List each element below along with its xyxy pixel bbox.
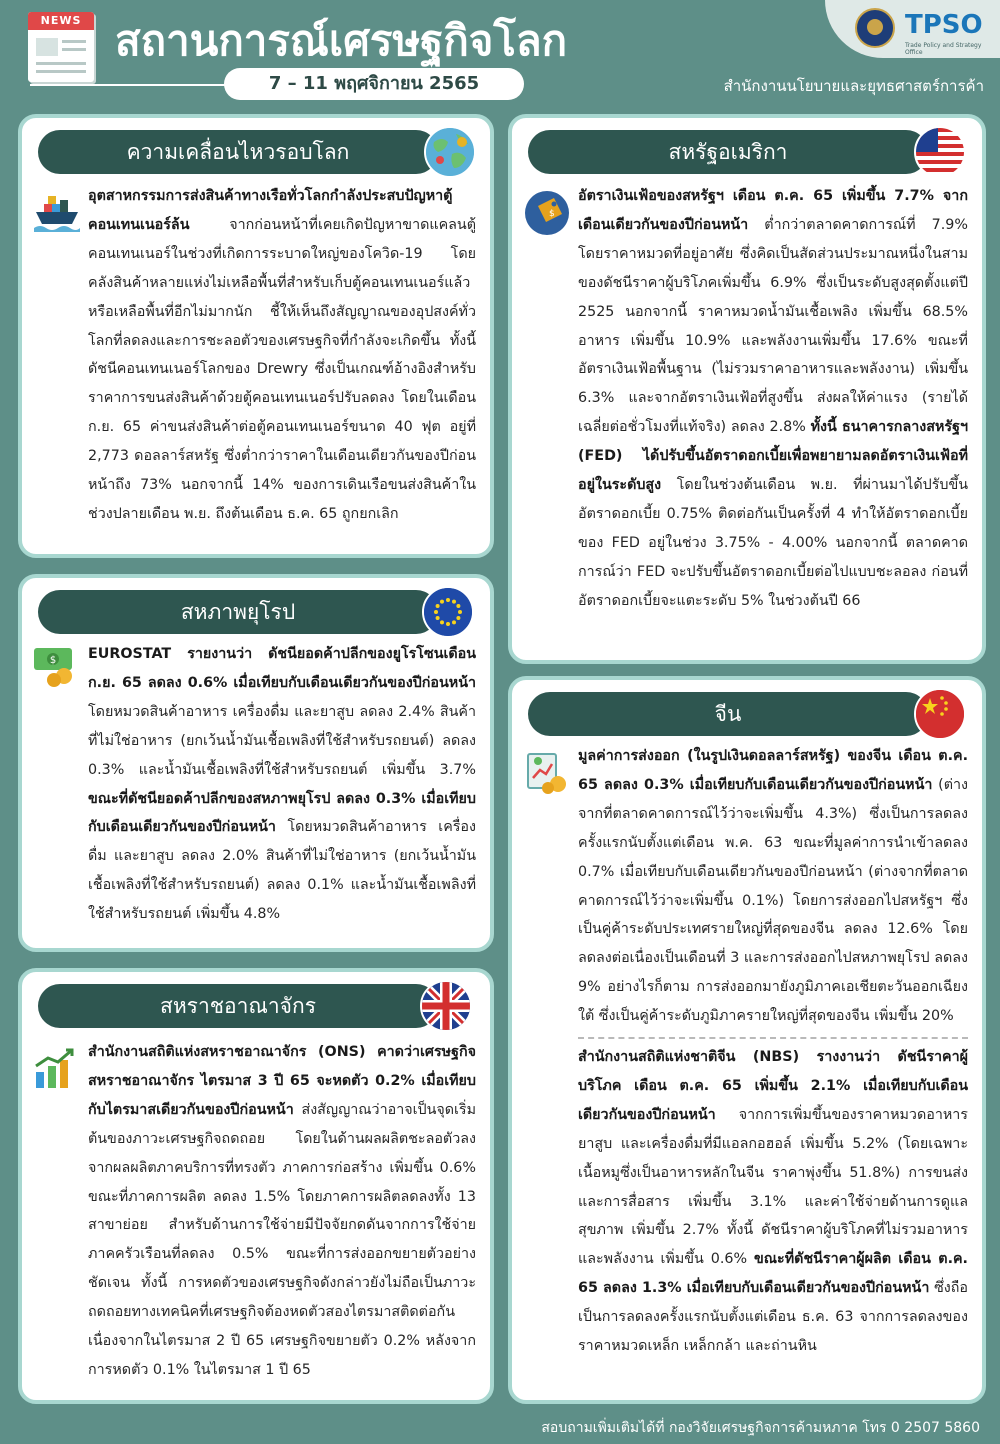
china-body-1: (ต่างจากที่ตลาดคาดการณ์ไว้ว่าจะเพิ่มขึ้น 4.3%) ซึ่งเป็นการลดลงครั้งแรกนับตั้งแต่เดือน พ.ค. 63 ขณะที่มูลค่าการนำเข้าลดลง 0.7% เมื่อเทียบกับเดือนเดียวกันของปีก่อนหน้า (ต่างจากที่ตลาดคาดการณ์ไว้ว่าจะเพิ่มขึ้น 0.1%) โดยการส่งออกไปสหรัฐฯ ซึ่งเป็นคู่ค้าระดับประเทศรายใหญ่ที่สุดของจีน ลดลง 12.6% โดยลดลงต่อเนื่องเป็นเดือนที่ 3 และการส่งออกไปสหภาพยุโรป ลดลง 9% อย่างไรก็ตาม การส่งออกมายังภูมิภาคเอเชียตะวันออกเฉียงใต้ ซึ่งเป็นคู่ค้าระดับภูมิภาครายใหญ่ที่สุดของจีน เพิ่มขึ้น 20% xyxy=(578,776,969,1025)
uk-headline: สำนักงานสถิติแห่งสหราชอาณาจักร (ONS) คาดว่าเศรษฐกิจสหราชอาณาจักร ไตรมาส 3 ปี 65 จะหดตัว 0.2% เมื่อเทียบกับไตรมาสเดียวกันของปีก่อนหน้า xyxy=(88,1044,476,1118)
news-label: NEWS xyxy=(28,12,94,30)
world-headline: อุตสาหกรรมการส่งสินค้าทางเรือทั่วโลกกำลังประสบปัญหาตู้คอนเทนเนอร์ล้น xyxy=(88,188,453,233)
us-headline-2: ทั้งนี้ ธนาคารกลางสหรัฐฯ (FED) ได้ปรับขึ้นอัตราดอกเบี้ยเพื่อพยายามลดอัตราเงินเฟ้อที่อยู่ในระดับสูง xyxy=(578,419,968,494)
china-card xyxy=(508,676,986,1404)
world-body: จากก่อนหน้าที่เคยเกิดปัญหาขาดแคลนตู้คอนเทนเนอร์ในช่วงที่เกิดการระบาดใหญ่ของโควิด-19 โดยคลังสินค้าหลายแห่งไม่เหลือพื้นที่สำหรับเก็บตู้คอนเทนเนอร์แล้วหรือเหลือพื้นที่อีกไม่มากนัก ชี้ให้เห็นถึงสัญญาณของอุปสงค์ทั่วโลกที่ลดลงและการชะลอตัวของเศรษฐกิจที่กำลังจะเกิดขึ้น ทั้งนี้ ดัชนีคอนเทนเนอร์โลกของ Drewry ซึ่งเป็นเกณฑ์อ้างอิงสำหรับราคาการขนส่งสินค้าด้วยตู้คอนเทนเนอร์ปรับลดลง โดยในเดือน ก.ย. 65 ค่าขนส่งสินค้าต่อตู้คอนเทนเนอร์ขนาด 40 ฟุต อยู่ที่ 2,773 ดอลลาร์สหรัฐ ซึ่งต่ำกว่าราคาในเดือนเดียวกันของปีก่อนหน้าถึง 73% นอกจากนี้ 14% ของการเดินเรือขนส่งสินค้าในช่วงปลายเดือน พ.ย. ถึงต้นเดือน ธ.ค. 65 ถูกยกเลิก xyxy=(88,216,476,522)
eu-section-title: สหภาพยุโรป xyxy=(38,590,438,634)
china-flag-icon xyxy=(914,688,966,740)
tpso-logo: TPSO xyxy=(905,10,983,40)
eu-card xyxy=(18,574,494,952)
date-badge: 7 – 11 พฤศจิกายน 2565 xyxy=(224,68,524,100)
china-body-2: จากการเพิ่มขึ้นของราคาหมวดอาหาร ยาสูบ และเครื่องดื่มที่มีแอลกอฮอล์ เพิ่มขึ้น 5.2% (โดยเฉพาะเนื้อหมูซึ่งเป็นอาหารหลักในจีน ราคาพุ่งขึ้น 51.8%) การขนส่งและการสื่อสาร เพิ่มขึ้น 3.1% และค่าใช้จ่ายด้านการดูแลสุขภาพ เพิ่มขึ้น 2.7% ทั้งนี้ ดัชนีราคาผู้บริโภคที่ไม่รวมอาหารและพลังงาน เพิ่มขึ้น 0.6% xyxy=(578,1106,968,1268)
page-header xyxy=(0,0,1000,112)
us-card xyxy=(508,114,986,664)
us-body-1: ต่ำกว่าตลาดคาดการณ์ที่ 7.9% โดยราคาหมวดที่อยู่อาศัย ซึ่งคิดเป็นสัดส่วนประมาณหนึ่งในสามของดัชนีราคาผู้บริโภคเพิ่มขึ้น 6.9% ซึ่งเป็นระดับสูงสุดตั้งแต่ปี 2525 นอกจากนี้ ราคาหมวดน้ำมันเชื้อเพลิง เพิ่มขึ้น 68.5% อาหาร เพิ่มขึ้น 10.9% และพลังงานเพิ่มขึ้น 17.6% ขณะที่อัตราเงินเฟ้อพื้นฐาน (ไม่รวมราคาอาหารและพลังงาน) เพิ่มขึ้น 6.3% และจากอัตราเงินเฟ้อที่สูงขึ้น ส่งผลให้ค่าแรง (รายได้เฉลี่ยต่อชั่วโมงที่แท้จริง) ลดลง 2.8% xyxy=(578,216,968,436)
uk-text xyxy=(88,1038,476,1385)
price-tag-icon xyxy=(524,190,570,236)
eu-headline-1: EUROSTAT รายงานว่า ดัชนียอดค้าปลีกของยูโรโซนเดือน ก.ย. 65 ลดลง 0.6% เมื่อเทียบกับเดือนเดียวกันของปีก่อนหน้า xyxy=(88,646,476,691)
logo-area xyxy=(825,0,1000,58)
china-divider xyxy=(578,1037,968,1039)
cargo-ship-icon xyxy=(34,190,80,236)
world-card xyxy=(18,114,494,558)
china-headline-2: สำนักงานสถิติแห่งชาติจีน (NBS) รางงานว่า ดัชนีราคาผู้บริโภค เดือน ต.ค. 65 เพิ่มขึ้น 2.1% เมื่อเทียบกับเดือนเดียวกันของปีก่อนหน้า xyxy=(578,1049,968,1123)
uk-card xyxy=(18,968,494,1404)
svg-text:$: $ xyxy=(549,209,555,219)
china-headline-1: มูลค่าการส่งออก (ในรูปเงินดอลลาร์สหรัฐ) ของจีน เดือน ต.ค. 65 ลดลง 0.3% เมื่อเทียบกับเดือนเดียวกันของปีก่อนหน้า xyxy=(578,748,968,793)
world-text xyxy=(88,182,476,529)
footer-contact: สอบถามเพิ่มเติมได้ที่ กองวิจัยเศรษฐกิจการค้ามหภาค โทร 0 2507 5860 xyxy=(541,1420,980,1436)
us-text xyxy=(578,182,968,616)
china-text-1 xyxy=(578,742,968,1031)
china-body-3: ซึ่งถือเป็นการลดลงครั้งแรกนับตั้งแต่เดือน ธ.ค. 63 จากการลดลงของราคาหมวดเหล็ก เหล็กกล้า และถ่านหิน xyxy=(578,1280,968,1355)
ministry-seal-icon xyxy=(855,8,895,48)
us-headline-1: อัตราเงินเฟ้อของสหรัฐฯ เดือน ต.ค. 65 เพิ่มขึ้น 7.7% จากเดือนเดียวกันของปีก่อนหน้า xyxy=(578,188,968,233)
page-title: สถานการณ์เศรษฐกิจโลก xyxy=(115,16,568,65)
date-divider xyxy=(30,84,235,86)
china-text-2 xyxy=(578,1043,968,1361)
money-coins-icon xyxy=(32,642,78,688)
uk-flag-icon xyxy=(420,980,472,1032)
world-section-title: ความเคลื่อนไหวรอบโลก xyxy=(38,130,438,174)
eu-body-2: โดยหมวดสินค้าอาหาร เครื่องดื่ม และยาสูบ ลดลง 2.0% สินค้าที่ไม่ใช่อาหาร (ยกเว้นน้ำมันเชื้อเพลิงที่ใช้สำหรับรถยนต์) ลดลง 0.1% และน้ำมันเชื้อเพลิงที่ใช้สำหรับรถยนต์ เพิ่มขึ้น 4.8% xyxy=(88,819,476,923)
china-headline-3: ขณะที่ดัชนีราคาผู้ผลิต เดือน ต.ค. 65 ลดลง 1.3% เมื่อเทียบกับเดือนเดียวกันของปีก่อนหน้า xyxy=(578,1251,968,1297)
eu-flag-icon xyxy=(422,586,474,638)
svg-text:$: $ xyxy=(49,655,57,666)
tpso-logo-sub: Trade Policy and Strategy Office xyxy=(905,42,982,56)
us-section-title: สหรัฐอเมริกา xyxy=(528,130,928,174)
eu-headline-2: ขณะที่ดัชนียอดค้าปลีกของสหภาพยุโรป ลดลง 0.3% เมื่อเทียบกับเดือนเดียวกันของปีก่อนหน้า xyxy=(88,790,476,836)
us-body-2: โดยในช่วงต้นเดือน พ.ย. ที่ผ่านมาได้ปรับขึ้นอัตราดอกเบี้ย 0.75% ติดต่อกันเป็นครั้งที่ 4 ทำให้อัตราดอกเบี้ยของ FED อยู่ในช่วง 3.75% - 4.00% นอกจากนี้ ตลาดคาดการณ์ว่า FED จะปรับขึ้นอัตราดอกเบี้ยต่อไปแบบชะลอลง ก่อนที่อัตราดอกเบี้ยจะแตะระดับ 5% ในช่วงต้นปี 66 xyxy=(578,477,968,609)
growth-chart-icon xyxy=(32,1046,78,1092)
uk-section-title: สหราชอาณาจักร xyxy=(38,984,438,1028)
china-section-title: จีน xyxy=(528,692,928,736)
newspaper-icon xyxy=(28,12,94,82)
eu-body-1: โดยหมวดสินค้าอาหาร เครื่องดื่ม และยาสูบ ลดลง 2.4% สินค้าที่ไม่ใช่อาหาร (ยกเว้นน้ำมันเชื้อเพลิงที่ใช้สำหรับรถยนต์) ลดลง 0.3% และน้ำมันเชื้อเพลิงที่ใช้สำหรับรถยนต์ เพิ่มขึ้น 3.7% xyxy=(88,703,476,778)
eu-text xyxy=(88,640,476,929)
us-flag-icon xyxy=(914,126,966,178)
uk-body: ส่งสัญญาณว่าอาจเป็นจุดเริ่มต้นของภาวะเศรษฐกิจถดถอย โดยในด้านผลผลิตชะลอตัวลง จากผลผลิตภาคบริการที่ทรงตัว ภาคการก่อสร้าง เพิ่มขึ้น 0.6% ขณะที่ภาคการผลิต ลดลง 1.5% โดยภาคการผลิตลดลงทั้ง 13 สาขาย่อย สำหรับด้านการใช้จ่ายมีปัจจัยกดดันจากการใช้จ่ายภาคครัวเรือนที่ลดลง 0.5% ขณะที่การส่งออกขยายตัวอย่างชัดเจน ทั้งนี้ การหดตัวของเศรษฐกิจดังกล่าวยังไม่ถือเป็นภาวะถดถอยทางเทคนิคที่เศรษฐกิจต้องหดตัวสองไตรมาสติดต่อกัน เนื่องจากในไตรมาส 2 ปี 65 เศรษฐกิจขยายตัว 0.2% หลังจากการหดตัว 0.1% ในไตรมาส 1 ปี 65 xyxy=(88,1101,476,1378)
office-name: สำนักงานนโยบายและยุทธศาสตร์การค้า xyxy=(723,77,984,95)
finance-report-icon xyxy=(524,750,570,796)
globe-map-icon xyxy=(424,126,476,178)
